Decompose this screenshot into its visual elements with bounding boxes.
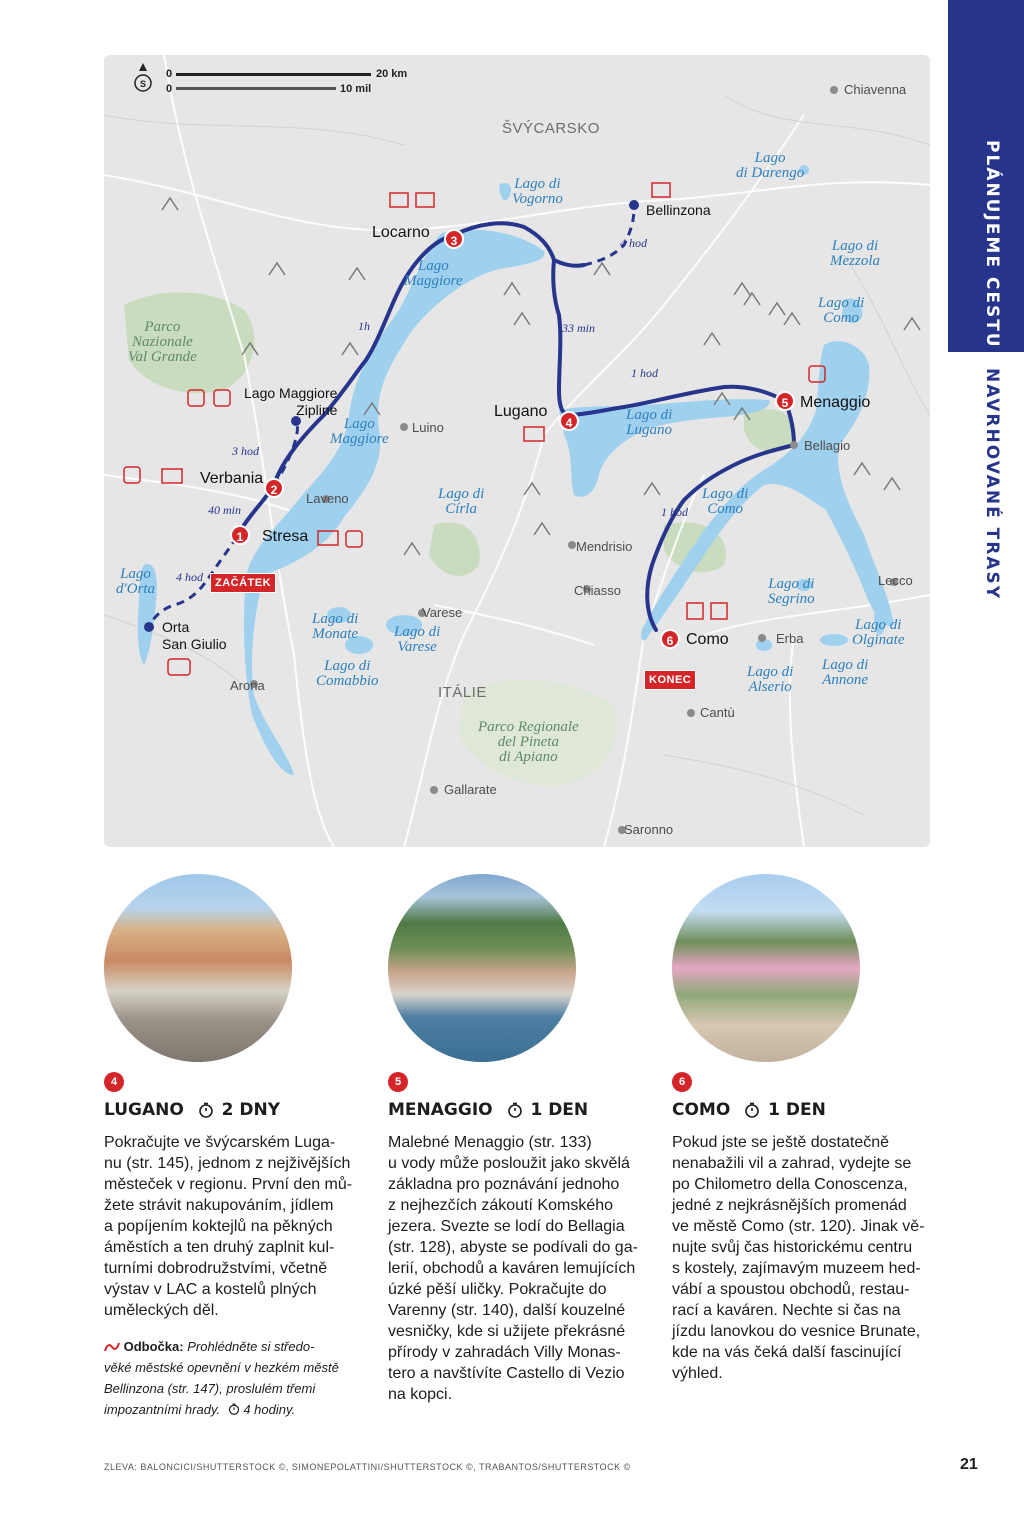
lake-label-vogorno: Lago di Vogorno	[512, 176, 563, 207]
country-italy: ITÁLIE	[438, 684, 487, 701]
orta-dot	[144, 622, 154, 632]
lake-label-varese: Lago di Varese	[394, 624, 441, 655]
time-menaggio-como: 1 hod	[661, 505, 688, 519]
stop-duration: 1 DEN	[768, 1100, 826, 1120]
town-laveno: Laveno	[306, 491, 349, 506]
town-chiavenna: Chiavenna	[844, 82, 907, 97]
town-chiasso: Chiasso	[574, 583, 621, 598]
lake-label-darengo: Lago di Darengo	[736, 150, 805, 181]
stop-title: LUGANO	[104, 1100, 184, 1120]
lake-label-annone: Lago di Annone	[822, 657, 869, 688]
lake-label-alserio: Lago di Alserio	[747, 664, 794, 695]
section-title: PLÁNUJEME CESTU	[982, 140, 1002, 349]
stop-number-badge: 6	[672, 1072, 692, 1092]
town-erba: Erba	[776, 631, 804, 646]
section-tab	[948, 0, 1024, 1536]
town-mendrisio: Mendrisio	[576, 539, 633, 554]
stop-description: Pokračujte ve švýcarském Luga- nu (str. 145), jednom z nejživějších městeček v regionu. První den mů- žete strávit nakupováním, jídlem a popíjením koktejlů na pěkných áměstích a ten druhý zaplnit kul- turními dobrodružstvími, včetně výstav v LAC a kostelů plných uměleckých děl.	[104, 1134, 353, 1319]
detour-time: 4 hodiny.	[243, 1402, 296, 1417]
town-bellagio: Bellagio	[804, 438, 851, 453]
stop-pin-5[interactable]: 5	[775, 391, 795, 411]
stop-duration: 1 DEN	[530, 1100, 589, 1120]
stop-pin-2[interactable]: 2	[264, 478, 284, 498]
end-tag: KONEC	[644, 670, 696, 690]
svg-text:S: S	[139, 79, 147, 89]
stop-pin-6[interactable]: 6	[660, 629, 680, 649]
stop-heading	[388, 1100, 588, 1120]
route-map	[104, 55, 930, 847]
stop-name-verbania: Verbania	[200, 470, 264, 487]
time-lugano-menaggio: 1 hod	[631, 366, 658, 380]
town-saronno: Saronno	[624, 822, 674, 837]
stop-number-badge: 4	[104, 1072, 124, 1092]
stop-heading	[104, 1100, 280, 1120]
town-cantu: Cantù	[700, 705, 735, 720]
clock-icon	[507, 1102, 523, 1118]
clock-icon	[198, 1102, 214, 1118]
time-verbania-zipline: 3 hod	[232, 444, 259, 458]
stop-description: Pokud jste se ještě dostatečně nenabažili vil a zahrad, vydejte se po Chilometro della Conoscenza, jedné z nejkrásnějších promenád ve městě Como (str. 120). Jinak vě- nujte svůj čas historickému centru s kostely, zajímavým muzeem hed- vábí a spoustou obchodů, restau- rací a kaváren. Nechte si čas na jízdu lanovkou do vesnice Brunate, kde na vás čeká další fascinující výhled.	[672, 1134, 925, 1382]
stop-duration: 2 DNY	[221, 1100, 281, 1120]
stop-name-menaggio: Menaggio	[800, 394, 871, 411]
time-verbania-locarno: 1h	[358, 319, 370, 333]
lake-label-orta: Lago d'Orta	[116, 566, 156, 597]
time-locarno-lugano: 33 min	[562, 321, 595, 335]
time-locarno-bellinzona: 4 hod	[620, 236, 647, 250]
photo-menaggio	[388, 874, 576, 1062]
detour-icon	[104, 1342, 120, 1352]
town-gallarate: Gallarate	[444, 782, 497, 797]
scale-zero-km: 0	[166, 68, 173, 80]
lake-label-mezzola: Lago di Mezzola	[830, 238, 880, 269]
photo-lugano	[104, 874, 292, 1062]
photo-credit: ZLEVA: BALONCICI/SHUTTERSTOCK ©, SIMONEPOLATTINI/SHUTTERSTOCK ©, TRABANTOS/SHUTTERSTOCK ©	[104, 1462, 631, 1472]
stop-name-stresa: Stresa	[262, 528, 309, 545]
detour-label: Odbočka:	[123, 1339, 184, 1354]
lake-label-como-south: Lago di Como	[702, 486, 749, 517]
scale-mi: 10 mil	[340, 83, 372, 95]
detour-text: Prohlédněte si středo- věké městské opevnění v hezkém městě Bellinzona (str. 147), proslulém třemi impozantními hrady.	[104, 1339, 339, 1417]
stop-pin-3[interactable]: 3	[444, 229, 464, 249]
lake-label-monate: Lago di Monate	[312, 611, 359, 642]
town-luino: Luino	[412, 420, 444, 435]
clock-icon	[228, 1403, 240, 1415]
stop-number-badge: 5	[388, 1072, 408, 1092]
stop-title: MENAGGIO	[388, 1100, 493, 1120]
stop-name-locarno: Locarno	[372, 224, 430, 241]
park-label-val-grande: Parco Nazionale Val Grande	[128, 319, 197, 365]
scale-km: 20 km	[376, 68, 408, 80]
lake-label-como-north: Lago di Como	[818, 295, 865, 326]
stop-description: Malebné Menaggio (str. 133) u vody může posloužit jako skvělá základna pro poznávání jednoho z nejhezčích zákoutí Komského jezera. Svezte se lodí do Bellagia (str. 128), abyste se podívali do ga- lerií, obchodů a kaváren lemujících úzké pěší uličky. Pokračujte do Varenny (str. 140), další kouzelné vesničky, kde si užijete překrásné přírody v zahradách Villy Monas- tero a navštívíte Castello di Vezio na kopci.	[388, 1134, 638, 1403]
stop-pin-4[interactable]: 4	[559, 411, 579, 431]
bellinzona-dot	[629, 200, 639, 210]
lake-label-maggiore-south: Lago Maggiore	[330, 416, 389, 447]
page-number: 21	[960, 1456, 978, 1473]
stop-name-como: Como	[686, 631, 729, 648]
clock-icon	[744, 1102, 760, 1118]
time-stresa-orta: 4 hod	[176, 570, 203, 584]
town-arona: Arona	[230, 678, 265, 693]
place-bellinzona: Bellinzona	[646, 202, 711, 218]
start-tag: ZAČÁTEK	[210, 573, 276, 593]
town-lecco: Lecco	[878, 573, 913, 588]
lake-label-segrino: Lago di Segrino	[768, 576, 815, 607]
lake-label-maggiore-north: Lago Maggiore	[404, 258, 463, 289]
country-switzerland: ŠVÝCARSKO	[502, 120, 600, 137]
park-label-pineta: Parco Regionale del Pineta di Apiano	[478, 719, 579, 765]
lake-label-lugano: Lago di Lugano	[626, 407, 673, 438]
stop-title: COMO	[672, 1100, 731, 1120]
stop-pin-1[interactable]: 1	[230, 525, 250, 545]
lake-label-cirla: Lago di Círla	[438, 486, 485, 517]
lake-label-olginate: Lago di Olginate	[852, 617, 905, 648]
detour-note	[104, 1336, 366, 1420]
lake-label-comabbio: Lago di Comabbio	[316, 658, 379, 689]
stop-heading	[672, 1100, 826, 1120]
photo-como	[672, 874, 860, 1062]
section-subtitle: NAVRHOVANÉ TRASY	[982, 368, 1002, 601]
place-zipline: Lago Maggiore Zipline	[244, 385, 338, 418]
scale-zero-mi: 0	[166, 83, 173, 95]
town-varese: Varese	[422, 605, 463, 620]
stop-name-lugano: Lugano	[494, 403, 548, 420]
place-orta: Orta San Giulio	[162, 619, 227, 652]
time-stresa-verbania: 40 min	[208, 503, 241, 517]
lake-annone	[820, 634, 848, 646]
